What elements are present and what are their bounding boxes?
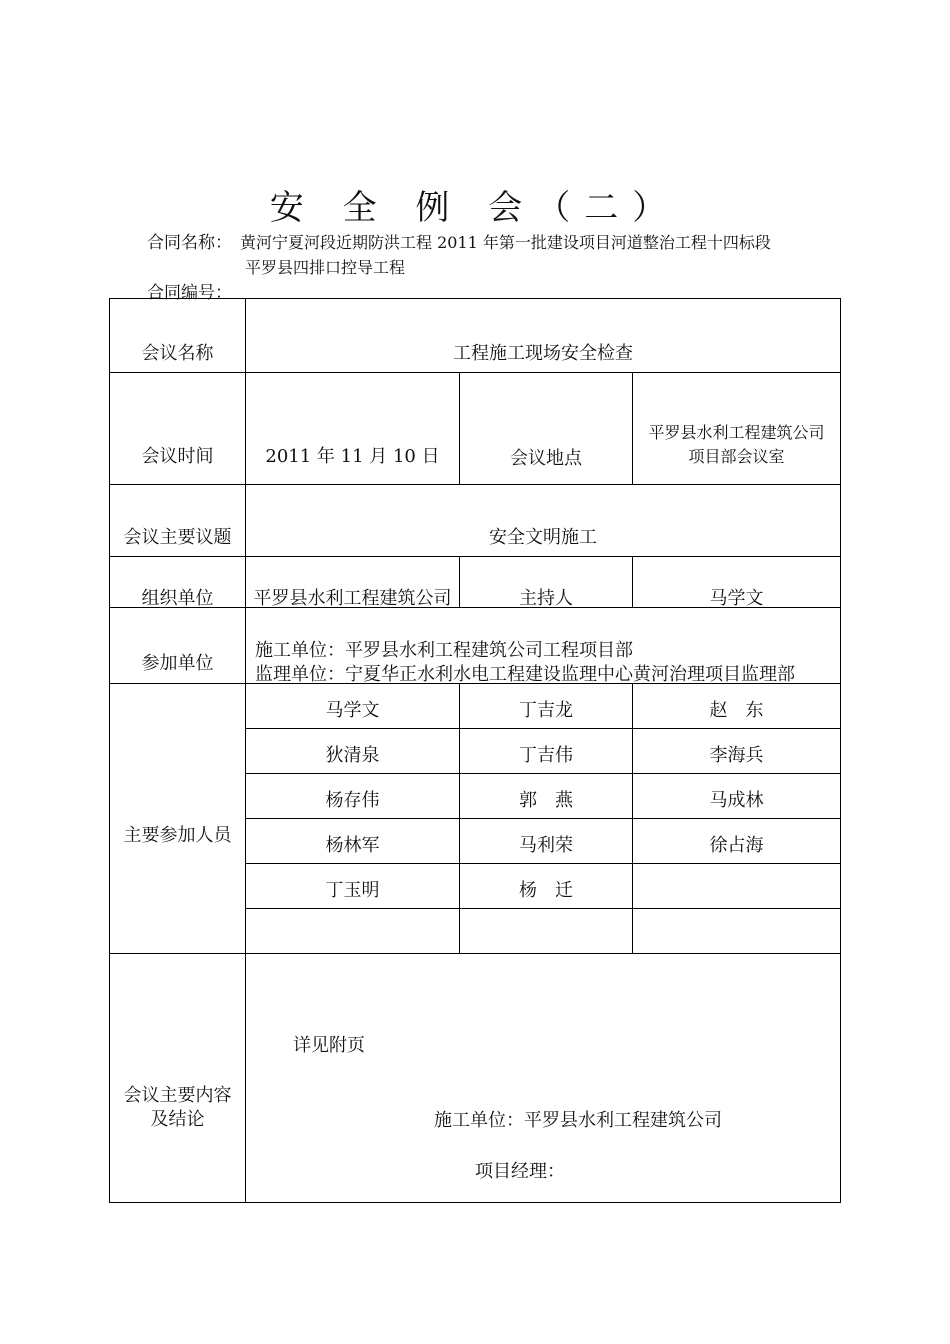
meeting-time-label: 会议时间 <box>141 446 214 467</box>
meeting-place-line1: 平罗县水利工程建筑公司 <box>648 423 825 442</box>
attendee-name: 丁玉明 <box>325 880 380 901</box>
attendees-label: 主要参加人员 <box>123 825 232 846</box>
participants-label: 参加单位 <box>141 653 214 674</box>
contract-name-line2: 平罗县四排口控导工程 <box>245 258 406 277</box>
meeting-form-table <box>109 298 841 1203</box>
attendee-name: 狄清泉 <box>325 745 380 766</box>
attendee-name: 郭 燕 <box>519 790 573 811</box>
row-divider <box>245 818 840 819</box>
contract-number-label: 合同编号： <box>147 283 232 303</box>
attendee-name: 马利荣 <box>519 835 573 856</box>
attendee-name: 杨 迁 <box>519 880 573 901</box>
row-divider <box>110 556 840 557</box>
attendee-name: 杨存伟 <box>325 790 380 811</box>
attendee-name: 杨林军 <box>325 835 380 856</box>
contract-name-label: 合同名称： <box>147 233 232 253</box>
meeting-place-line2: 项目部会议室 <box>688 447 785 466</box>
organizer-label: 组织单位 <box>141 588 214 609</box>
topic-value: 安全文明施工 <box>489 527 597 548</box>
participant-unit-supervision: 监理单位：宁夏华正水利水电工程建设监理中心黄河治理项目监理部 <box>255 664 795 685</box>
attendee-name: 李海兵 <box>709 745 764 766</box>
participant-unit-construction: 施工单位：平罗县水利工程建筑公司工程项目部 <box>255 640 633 661</box>
attendee-name: 赵 东 <box>709 700 764 721</box>
meeting-name-value: 工程施工现场安全检查 <box>453 343 633 364</box>
row-divider <box>110 484 840 485</box>
content-label-line2: 及结论 <box>150 1109 205 1130</box>
row-divider <box>245 773 840 774</box>
attendee-name: 马学文 <box>325 700 380 721</box>
organizer-value: 平罗县水利工程建筑公司 <box>253 588 452 609</box>
row-divider <box>245 728 840 729</box>
page-title: 安 全 例 会（二） <box>269 188 681 228</box>
column-divider <box>459 683 460 953</box>
content-construction-unit: 施工单位：平罗县水利工程建筑公司 <box>434 1110 722 1131</box>
attendee-name: 丁吉伟 <box>519 745 573 766</box>
meeting-place-label: 会议地点 <box>510 448 582 469</box>
column-divider <box>632 683 633 953</box>
attendee-name: 马成林 <box>709 790 764 811</box>
content-label-line1: 会议主要内容 <box>123 1085 232 1106</box>
content-project-manager: 项目经理： <box>475 1161 565 1182</box>
row-divider <box>110 953 840 954</box>
meeting-name-label: 会议名称 <box>141 343 214 364</box>
row-divider <box>245 863 840 864</box>
content-text: 详见附页 <box>293 1035 365 1056</box>
attendee-name: 徐占海 <box>709 835 764 856</box>
host-value: 马学文 <box>709 588 764 609</box>
meeting-time-value: 2011 年 11 月 10 日 <box>265 446 440 467</box>
attendee-name: 丁吉龙 <box>519 700 573 721</box>
host-label: 主持人 <box>519 588 573 609</box>
topic-label: 会议主要议题 <box>123 527 232 548</box>
contract-name-line1: 黄河宁夏河段近期防洪工程 2011 年第一批建设项目河道整治工程十四标段 <box>240 233 771 252</box>
row-divider <box>110 372 840 373</box>
row-divider <box>245 908 840 909</box>
